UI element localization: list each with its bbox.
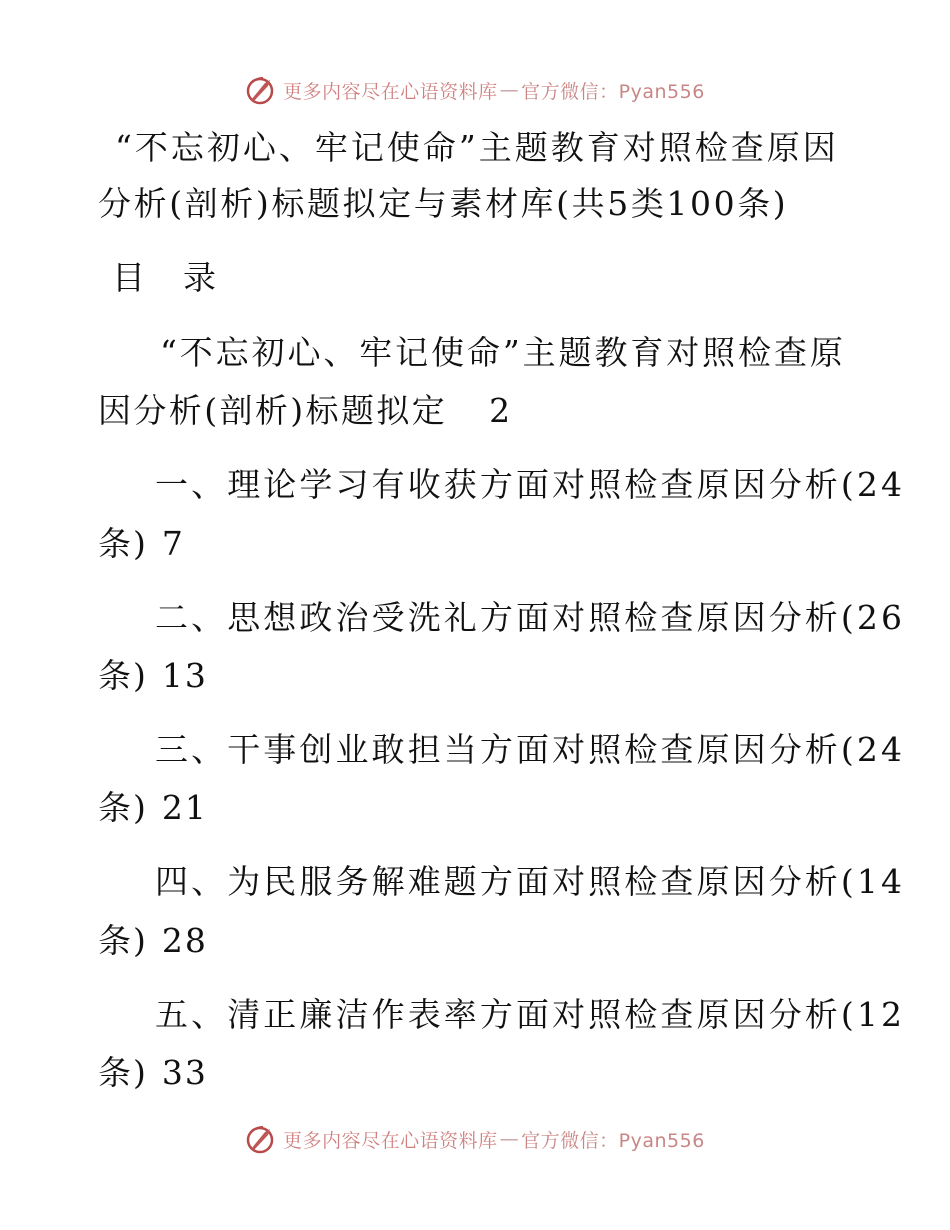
toc-heading bbox=[112, 258, 216, 298]
toc-intro-text: 因分析(剖析)标题拟定 bbox=[98, 391, 448, 430]
document-title-line1: “不忘初心、牢记使命”主题教育对照检查原因 bbox=[115, 128, 839, 167]
watermark-contact: 官方微信：Pyan556 bbox=[521, 80, 705, 103]
toc-entry-1-suffix: 条) bbox=[98, 524, 148, 563]
toc-entry-2-line1[interactable]: 二、思想政治受洗礼方面对照检查原因分析(26 bbox=[155, 598, 906, 637]
toc-intro-line2[interactable] bbox=[98, 391, 513, 431]
toc-heading-char2: 录 bbox=[183, 258, 216, 297]
toc-entry-2-suffix: 条) bbox=[98, 656, 148, 695]
toc-entry-3-line2[interactable] bbox=[98, 788, 208, 828]
toc-intro-page: 2 bbox=[489, 391, 513, 430]
watermark-text: 更多内容尽在心语资料库 bbox=[283, 80, 498, 103]
toc-entry-5-suffix: 条) bbox=[98, 1053, 148, 1092]
toc-entry-5-line2[interactable] bbox=[98, 1053, 208, 1093]
watermark-contact: 官方微信：Pyan556 bbox=[521, 1129, 705, 1152]
document-title-line2: 分析(剖析)标题拟定与素材库(共5类100条) bbox=[98, 184, 789, 223]
toc-entry-2-page: 13 bbox=[161, 656, 208, 695]
toc-intro-line1[interactable]: “不忘初心、牢记使命”主题教育对照检查原 bbox=[160, 333, 846, 372]
toc-entry-5-line1[interactable]: 五、清正廉洁作表率方面对照检查原因分析(12 bbox=[155, 995, 906, 1034]
pen-logo-icon bbox=[245, 1123, 277, 1155]
toc-entry-3-suffix: 条) bbox=[98, 788, 148, 827]
toc-entry-4-line1[interactable]: 四、为民服务解难题方面对照检查原因分析(14 bbox=[155, 862, 906, 901]
toc-heading-char1: 目 bbox=[112, 258, 145, 297]
toc-entry-4-line2[interactable] bbox=[98, 921, 208, 961]
watermark-dash: — bbox=[499, 79, 520, 101]
toc-entry-3-line1[interactable]: 三、干事创业敢担当方面对照检查原因分析(24 bbox=[155, 730, 906, 769]
header-watermark bbox=[0, 70, 950, 110]
toc-entry-1-line1[interactable]: 一、理论学习有收获方面对照检查原因分析(24 bbox=[155, 465, 906, 504]
footer-watermark bbox=[0, 1119, 950, 1159]
toc-entry-4-page: 28 bbox=[161, 921, 208, 960]
watermark-dash: — bbox=[499, 1128, 520, 1150]
toc-entry-3-page: 21 bbox=[161, 788, 208, 827]
toc-entry-4-suffix: 条) bbox=[98, 921, 148, 960]
toc-entry-1-line2[interactable] bbox=[98, 524, 185, 564]
toc-entry-1-page: 7 bbox=[161, 524, 185, 563]
toc-entry-5-page: 33 bbox=[161, 1053, 208, 1092]
toc-entry-2-line2[interactable] bbox=[98, 656, 208, 696]
watermark-text: 更多内容尽在心语资料库 bbox=[283, 1129, 498, 1152]
pen-logo-icon bbox=[245, 74, 277, 106]
